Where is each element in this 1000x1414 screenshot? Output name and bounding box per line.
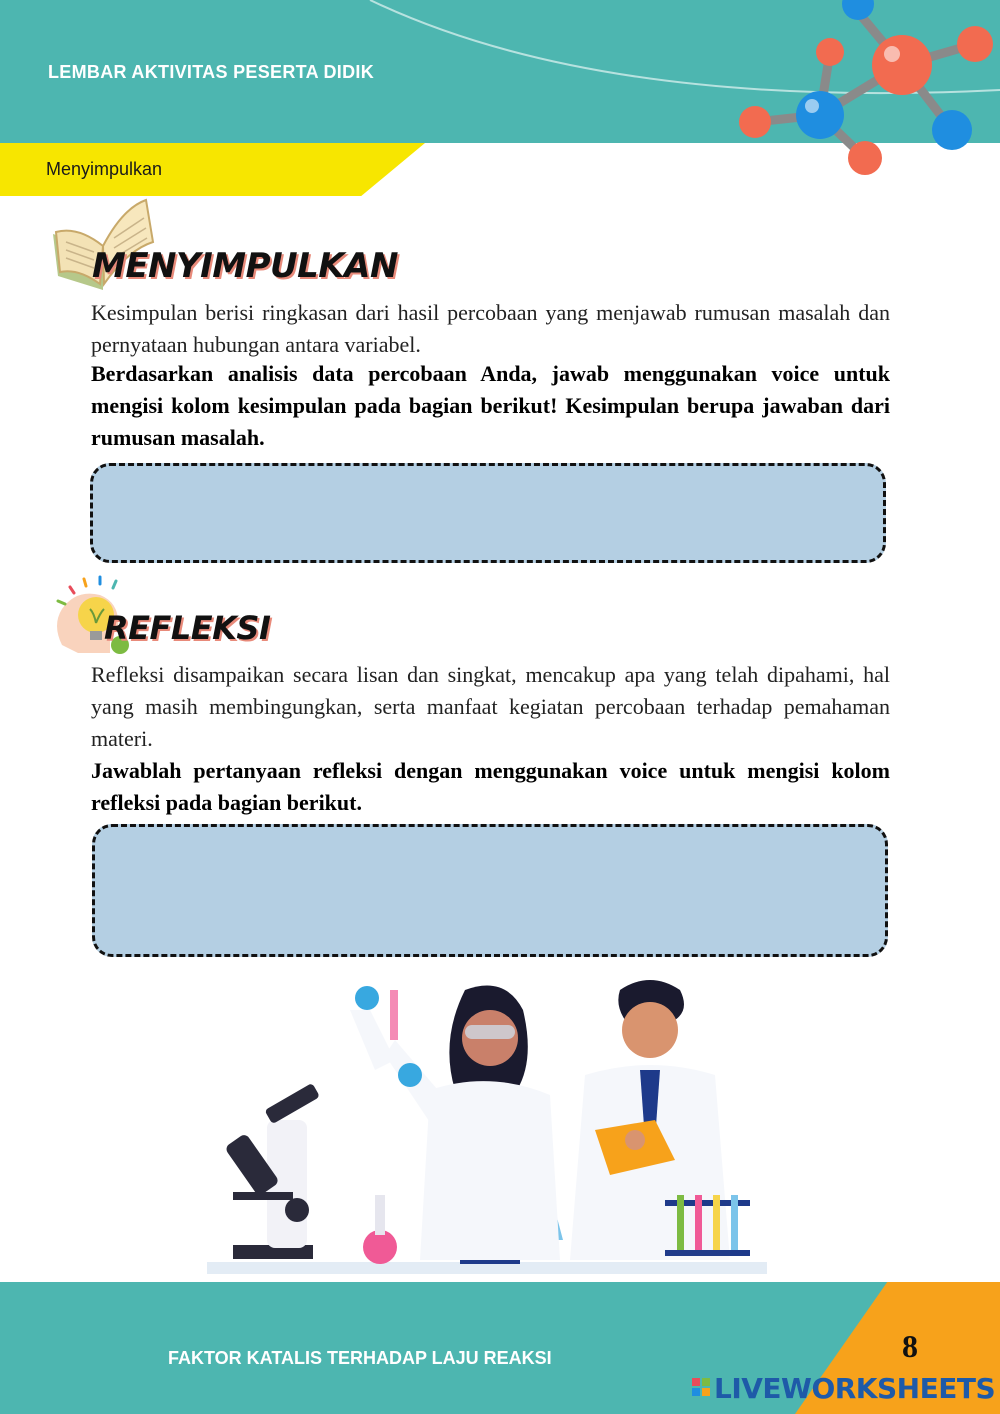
liveworksheets-brand: LIVEWORKSHEETS <box>714 1372 996 1405</box>
scientists-illustration <box>205 970 775 1282</box>
conclusion-answer-field[interactable] <box>90 463 886 563</box>
conclusion-title: MENYIMPULKAN <box>92 246 398 286</box>
molecule-icon <box>730 0 1000 185</box>
reflection-title: REFLEKSI <box>104 609 271 647</box>
header-title: LEMBAR AKTIVITAS PESERTA DIDIK <box>48 62 375 82</box>
liveworksheets-mark-icon <box>692 1378 710 1396</box>
liveworksheets-logo[interactable] <box>692 1372 995 1405</box>
footer-title: FAKTOR KATALIS TERHADAP LAJU REAKSI <box>168 1348 552 1368</box>
reflection-instruction: Jawablah pertanyaan refleksi dengan menggunakan voice untuk mengisi kolom refleksi pada bagian berikut. <box>91 758 890 815</box>
microscope-icon <box>224 1083 320 1259</box>
reflection-answer-field[interactable] <box>92 824 888 957</box>
reflection-intro: Refleksi disampaikan secara lisan dan singkat, mencakup apa yang telah dipahami, hal yang masih membingungkan, serta manfaat kegiatan percobaan terhadap pemahaman materi. <box>91 662 890 751</box>
page-number: 8 <box>902 1328 918 1364</box>
male-scientist <box>570 980 730 1260</box>
conclusion-intro: Kesimpulan berisi ringkasan dari hasil percobaan yang menjawab rumusan masalah dan pernyataan hubungan antara variabel. <box>91 300 890 357</box>
section-tab-label: Menyimpulkan <box>46 159 163 179</box>
conclusion-instruction: Berdasarkan analisis data percobaan Anda, jawab menggunakan voice untuk mengisi kolom kesimpulan pada bagian berikut! Kesimpulan berupa jawaban dari rumusan masalah. <box>91 361 890 450</box>
